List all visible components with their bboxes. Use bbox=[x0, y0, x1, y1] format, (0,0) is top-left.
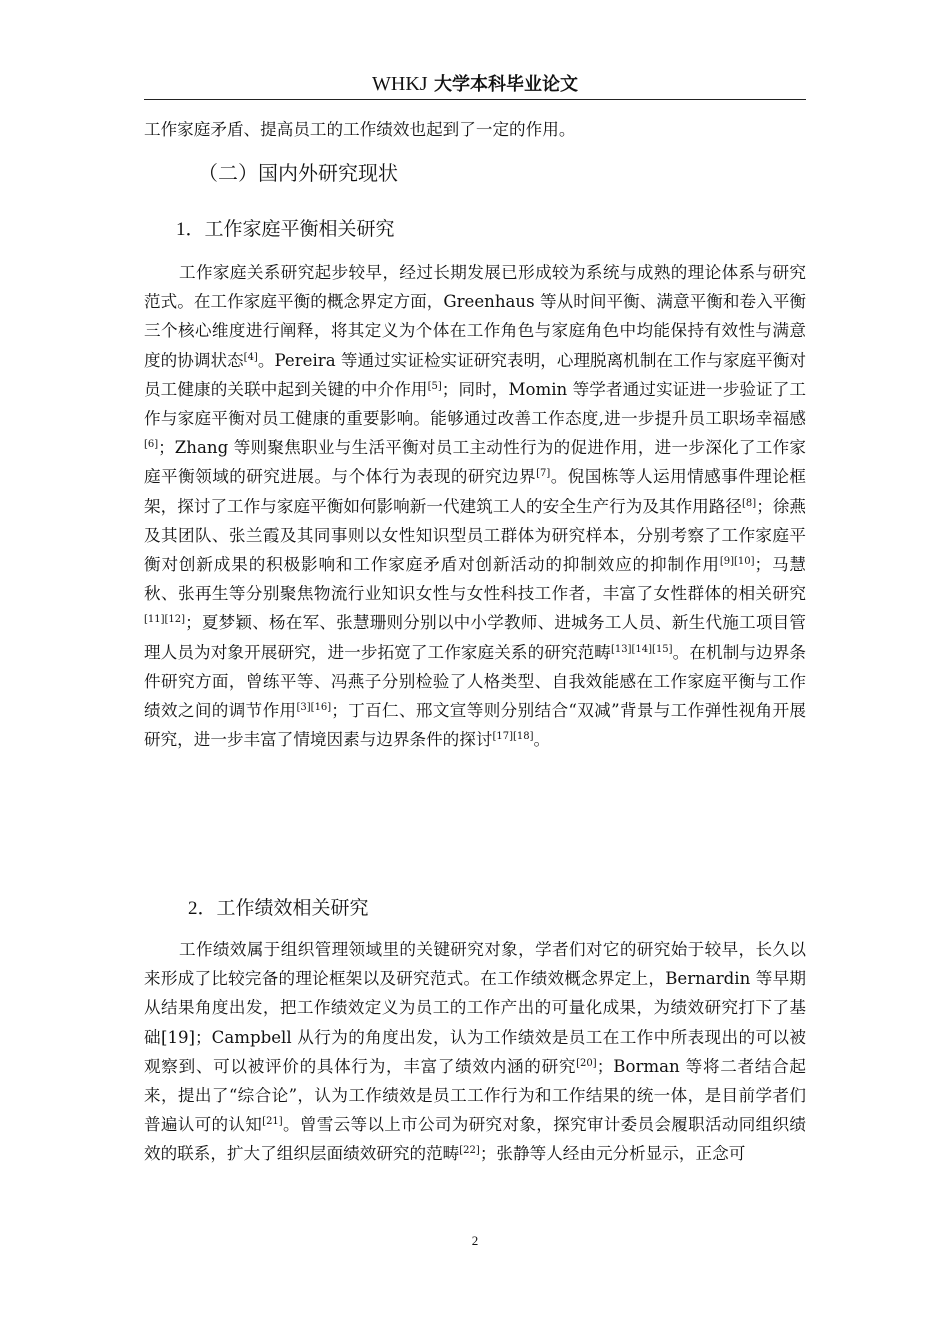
text-run: ；马慧秋、张再生等分别聚焦物流行业知识女性与女性科技工作者，丰富了女性群体的相关研究 bbox=[144, 555, 807, 604]
citation: [21] bbox=[262, 1116, 283, 1128]
citation: [6] bbox=[144, 439, 159, 451]
subsection-number: 2． bbox=[188, 898, 217, 919]
citation: [22] bbox=[459, 1145, 480, 1157]
page-number: 2 bbox=[471, 1233, 479, 1248]
running-header bbox=[144, 68, 806, 98]
citation: [20] bbox=[576, 1057, 597, 1069]
continuation-paragraph: 工作家庭矛盾、提高员工的工作绩效也起到了一定的作用。 bbox=[144, 120, 576, 139]
citation: [4] bbox=[243, 351, 258, 363]
header-latin: WHKJ bbox=[372, 73, 428, 95]
citation: [7] bbox=[536, 468, 551, 480]
text-run: 。 bbox=[533, 730, 551, 750]
header-rule bbox=[144, 99, 806, 100]
header-title: 大学本科毕业论文 bbox=[433, 74, 578, 95]
text-run: 。在机制与边界条件研究方面，曾练平等、冯燕子分别检验了人格类型、自我效能感在工作家庭平衡与工作绩效之间的调节作用 bbox=[144, 642, 807, 721]
text-run: 工作绩效属于组织管理领域里的关键研究对象，学者们对它的研究始于较早，长久以来形成了比较完备的理论框架以及研究范式。在工作绩效概念界定上，Bernardin 等早期从结果角度出发，把工作绩效定义为员工的工作产出的可量化成果，为绩效研究打下了基础[19]；Campbell 从行为的角度出发，认为工作绩效是员工在工作中所表现出的可以被观察到、可以被评价的具体行为，丰富了绩效内涵的研究 bbox=[144, 940, 806, 1076]
subsection-heading-1 bbox=[176, 214, 395, 241]
paragraph-work-family-balance bbox=[144, 258, 806, 754]
subsection-number: 1． bbox=[176, 219, 205, 240]
paragraph-job-performance bbox=[144, 935, 806, 1169]
section-heading: （二）国内外研究现状 bbox=[198, 161, 398, 185]
text-run: 。倪国栋等人运用情感事件理论框架，探讨了工作与家庭平衡如何影响新一代建筑工人的安全生产行为及其作用路径 bbox=[144, 467, 807, 516]
citation: [17][18] bbox=[492, 731, 534, 743]
subsection-heading-2 bbox=[188, 893, 369, 920]
text-run: ；夏梦颖、杨在军、张慧珊则分别以中小学教师、进城务工人员、新生代施工项目管理人员为对象开展研究，进一步拓宽了工作家庭关系的研究范畴 bbox=[144, 613, 806, 662]
citation: [13][14][15] bbox=[610, 643, 673, 655]
text-run: ；徐燕及其团队、张兰霞及其同事则以女性知识型员工群体为研究样本，分别考察了工作家庭平衡对创新成果的积极影响和工作家庭矛盾对创新活动的抑制效应的抑制作用 bbox=[144, 496, 807, 575]
text-run: ；Borman 等将二者结合起来，提出了“综合论”，认为工作绩效是员工工作行为和工作结果的统一体，是目前学者们普遍认可的认知 bbox=[144, 1056, 806, 1135]
citation: [5] bbox=[427, 380, 442, 392]
citation: [9][10] bbox=[719, 556, 755, 568]
text-run: ；张静等人经由元分析显示，正念可 bbox=[479, 1144, 746, 1164]
citation: [8] bbox=[742, 497, 757, 509]
text-run: ；Zhang 等则聚焦职业与生活平衡对员工主动性行为的促进作用，进一步深化了工作家庭平衡领域的研究进展。与个体行为表现的研究边界 bbox=[144, 438, 806, 487]
citation: [11][12] bbox=[144, 614, 186, 626]
subsection-title: 工作绩效相关研究 bbox=[216, 897, 369, 919]
citation: [3][16] bbox=[296, 702, 332, 714]
text-run: ；同时，Momin 等学者通过实证进一步验证了工作与家庭平衡对员工健康的重要影响。能够通过改善工作态度,进一步提升员工职场幸福感 bbox=[144, 379, 807, 429]
text-run: 。曾雪云等以上市公司为研究对象，探究审计委员会履职活动同组织绩效的联系，扩大了组织层面绩效研究的范畴 bbox=[144, 1115, 807, 1164]
text-run: ；丁百仁、邢文宣等则分别结合“双减”背景与工作弹性视角开展研究，进一步丰富了情境因素与边界条件的探讨 bbox=[144, 701, 807, 750]
text-run: 工作家庭关系研究起步较早，经过长期发展已形成较为系统与成熟的理论体系与研究范式。在工作家庭平衡的概念界定方面，Greenhaus 等从时间平衡、满意平衡和卷入平衡三个核心维度进行阐释，将其定义为个体在工作角色与家庭角色中均能保持有效性与满意度的协调状态 bbox=[144, 263, 806, 370]
subsection-title: 工作家庭平衡相关研究 bbox=[204, 218, 395, 240]
text-run: 。Pereira 等通过实证检实证研究表明，心理脱离机制在工作与家庭平衡对员工健康的关联中起到关键的中介作用 bbox=[144, 350, 806, 399]
